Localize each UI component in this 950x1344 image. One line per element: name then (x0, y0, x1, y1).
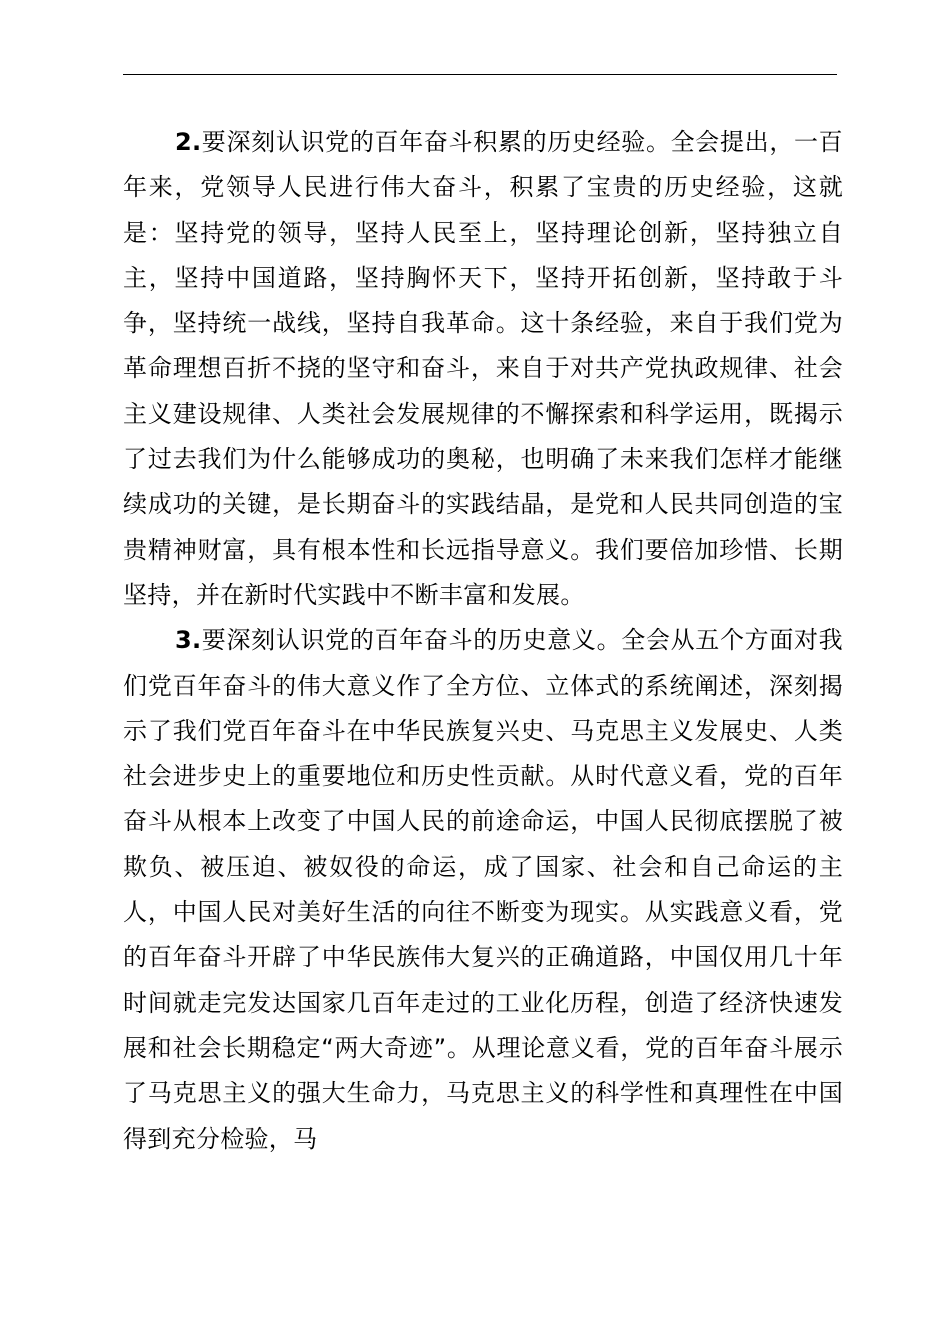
paragraph-3 (123, 618, 843, 1162)
paragraph-number: 3. (175, 626, 202, 655)
paragraph-text: 要深刻认识党的百年奋斗的历史意义。全会从五个方面对我们党百年奋斗的伟大意义作了全方位、立体式的系统阐述，深刻揭示了我们党百年奋斗在中华民族复兴史、马克思主义发展史、人类社会进步史上的重要地位和历史性贡献。从时代意义看，党的百年奋斗从根本上改变了中国人民的前途命运，中国人民彻底摆脱了被欺负、被压迫、被奴役的命运，成了国家、社会和自己命运的主人，中国人民对美好生活的向往不断变为现实。从实践意义看，党的百年奋斗开辟了中华民族伟大复兴的正确道路，中国仅用几十年时间就走完发达国家几百年走过的工业化历程，创造了经济快速发展和社会长期稳定“两大奇迹”。从理论意义看，党的百年奋斗展示了马克思主义的强大生命力，马克思主义的科学性和真理性在中国得到充分检验，马 (123, 626, 843, 1153)
paragraph-2 (123, 120, 843, 618)
body-text (123, 120, 843, 1162)
paragraph-number: 2. (175, 128, 202, 156)
paragraph-text: 要深刻认识党的百年奋斗积累的历史经验。全会提出，一百年来，党领导人民进行伟大奋斗，积累了宝贵的历史经验，这就是：坚持党的领导，坚持人民至上，坚持理论创新，坚持独立自主，坚持中国道路，坚持胸怀天下，坚持开拓创新，坚持敢于斗争，坚持统一战线，坚持自我革命。这十条经验，来自于我们党为革命理想百折不挠的坚守和奋斗，来自于对共产党执政规律、社会主义建设规律、人类社会发展规律的不懈探索和科学运用，既揭示了过去我们为什么能够成功的奥秘，也明确了未来我们怎样才能继续成功的关键，是长期奋斗的实践结晶，是党和人民共同创造的宝贵精神财富，具有根本性和长远指导意义。我们要倍加珍惜、长期坚持，并在新时代实践中不断丰富和发展。 (123, 128, 843, 609)
header-rule (123, 74, 837, 75)
